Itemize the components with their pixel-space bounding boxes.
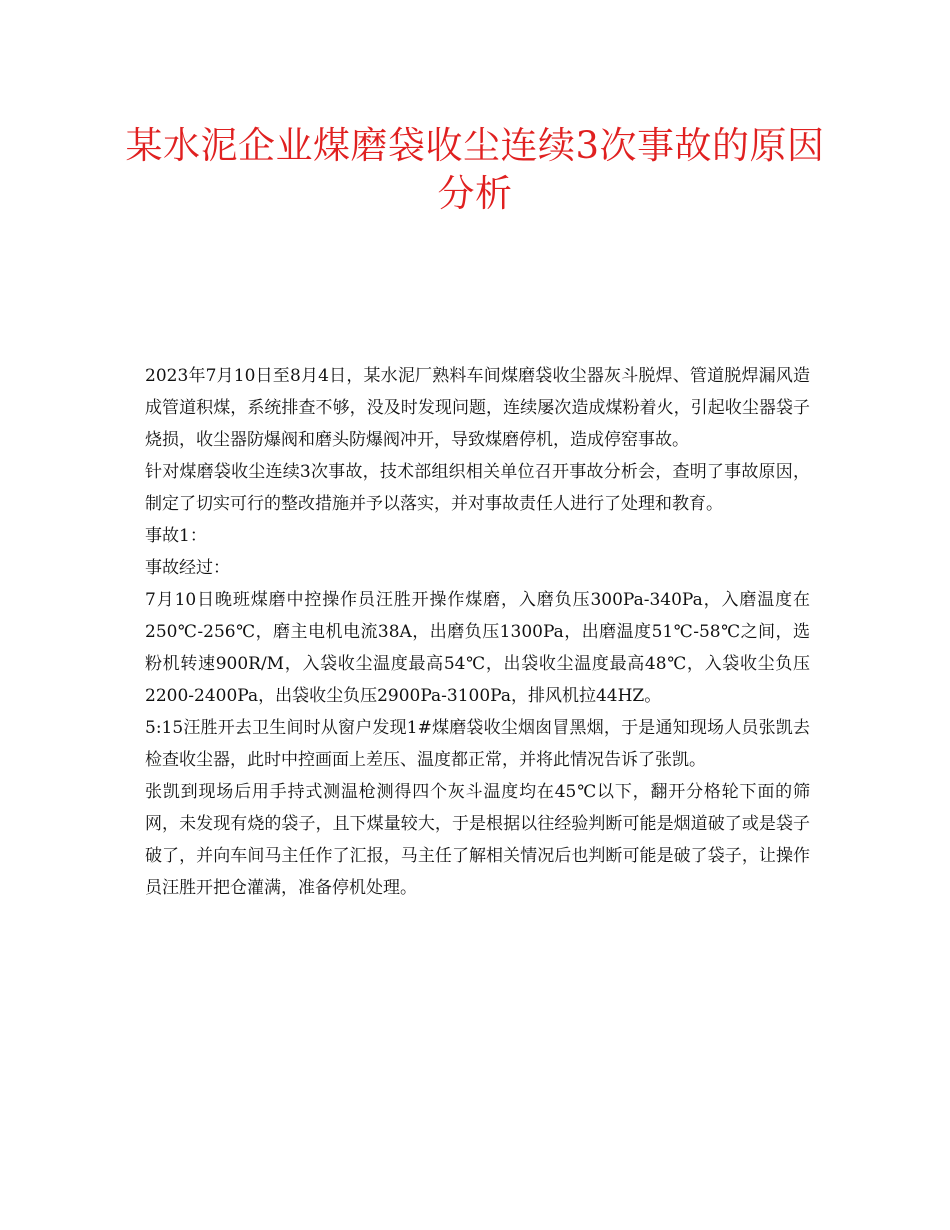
paragraph-operation-params: 7月10日晚班煤磨中控操作员汪胜开操作煤磨，入磨负压300Pa-340Pa，入磨温度在250℃-256℃，磨主电机电流38A，出磨负压1300Pa，出磨温度51℃-58℃之间，选粉机转速900R/M，入袋收尘温度最高54℃，出袋收尘温度最高48℃，入袋收尘负压2200-2400Pa，出袋收尘负压2900Pa-3100Pa，排风机拉44HZ。 [145,590,810,706]
document-body [145,360,810,904]
paragraph-black-smoke: 5:15汪胜开去卫生间时从窗户发现1#煤磨袋收尘烟囱冒黑烟，于是通知现场人员张凯去检查收尘器，此时中控画面上差压、温度都正常，并将此情况告诉了张凯。 [145,718,810,770]
paragraph-accident-1-heading: 事故1： [145,526,207,546]
paragraph-inspection: 张凯到现场后用手持式测温枪测得四个灰斗温度均在45℃以下，翻开分格轮下面的筛网，未发现有烧的袋子，且下煤量较大，于是根据以往经验判断可能是烟道破了或是袋子破了，并向车间马主任作了汇报，马主任了解相关情况后也判断可能是破了袋子，让操作员汪胜开把仓灌满，准备停机处理。 [145,782,810,898]
paragraph-accident-process-heading: 事故经过： [145,558,230,578]
document-title: 某水泥企业煤磨袋收尘连续3次事故的原因分析 [125,124,825,215]
paragraph-intro: 2023年7月10日至8月4日，某水泥厂熟料车间煤磨袋收尘器灰斗脱焊、管道脱焊漏风造成管道积煤，系统排查不够，没及时发现问题，连续屡次造成煤粉着火，引起收尘器袋子烧损，收尘器防爆阀和磨头防爆阀冲开，导致煤磨停机，造成停窑事故。 [145,366,810,450]
paragraph-analysis-meeting: 针对煤磨袋收尘连续3次事故，技术部组织相关单位召开事故分析会，查明了事故原因，制定了切实可行的整改措施并予以落实，并对事故责任人进行了处理和教育。 [145,462,810,514]
